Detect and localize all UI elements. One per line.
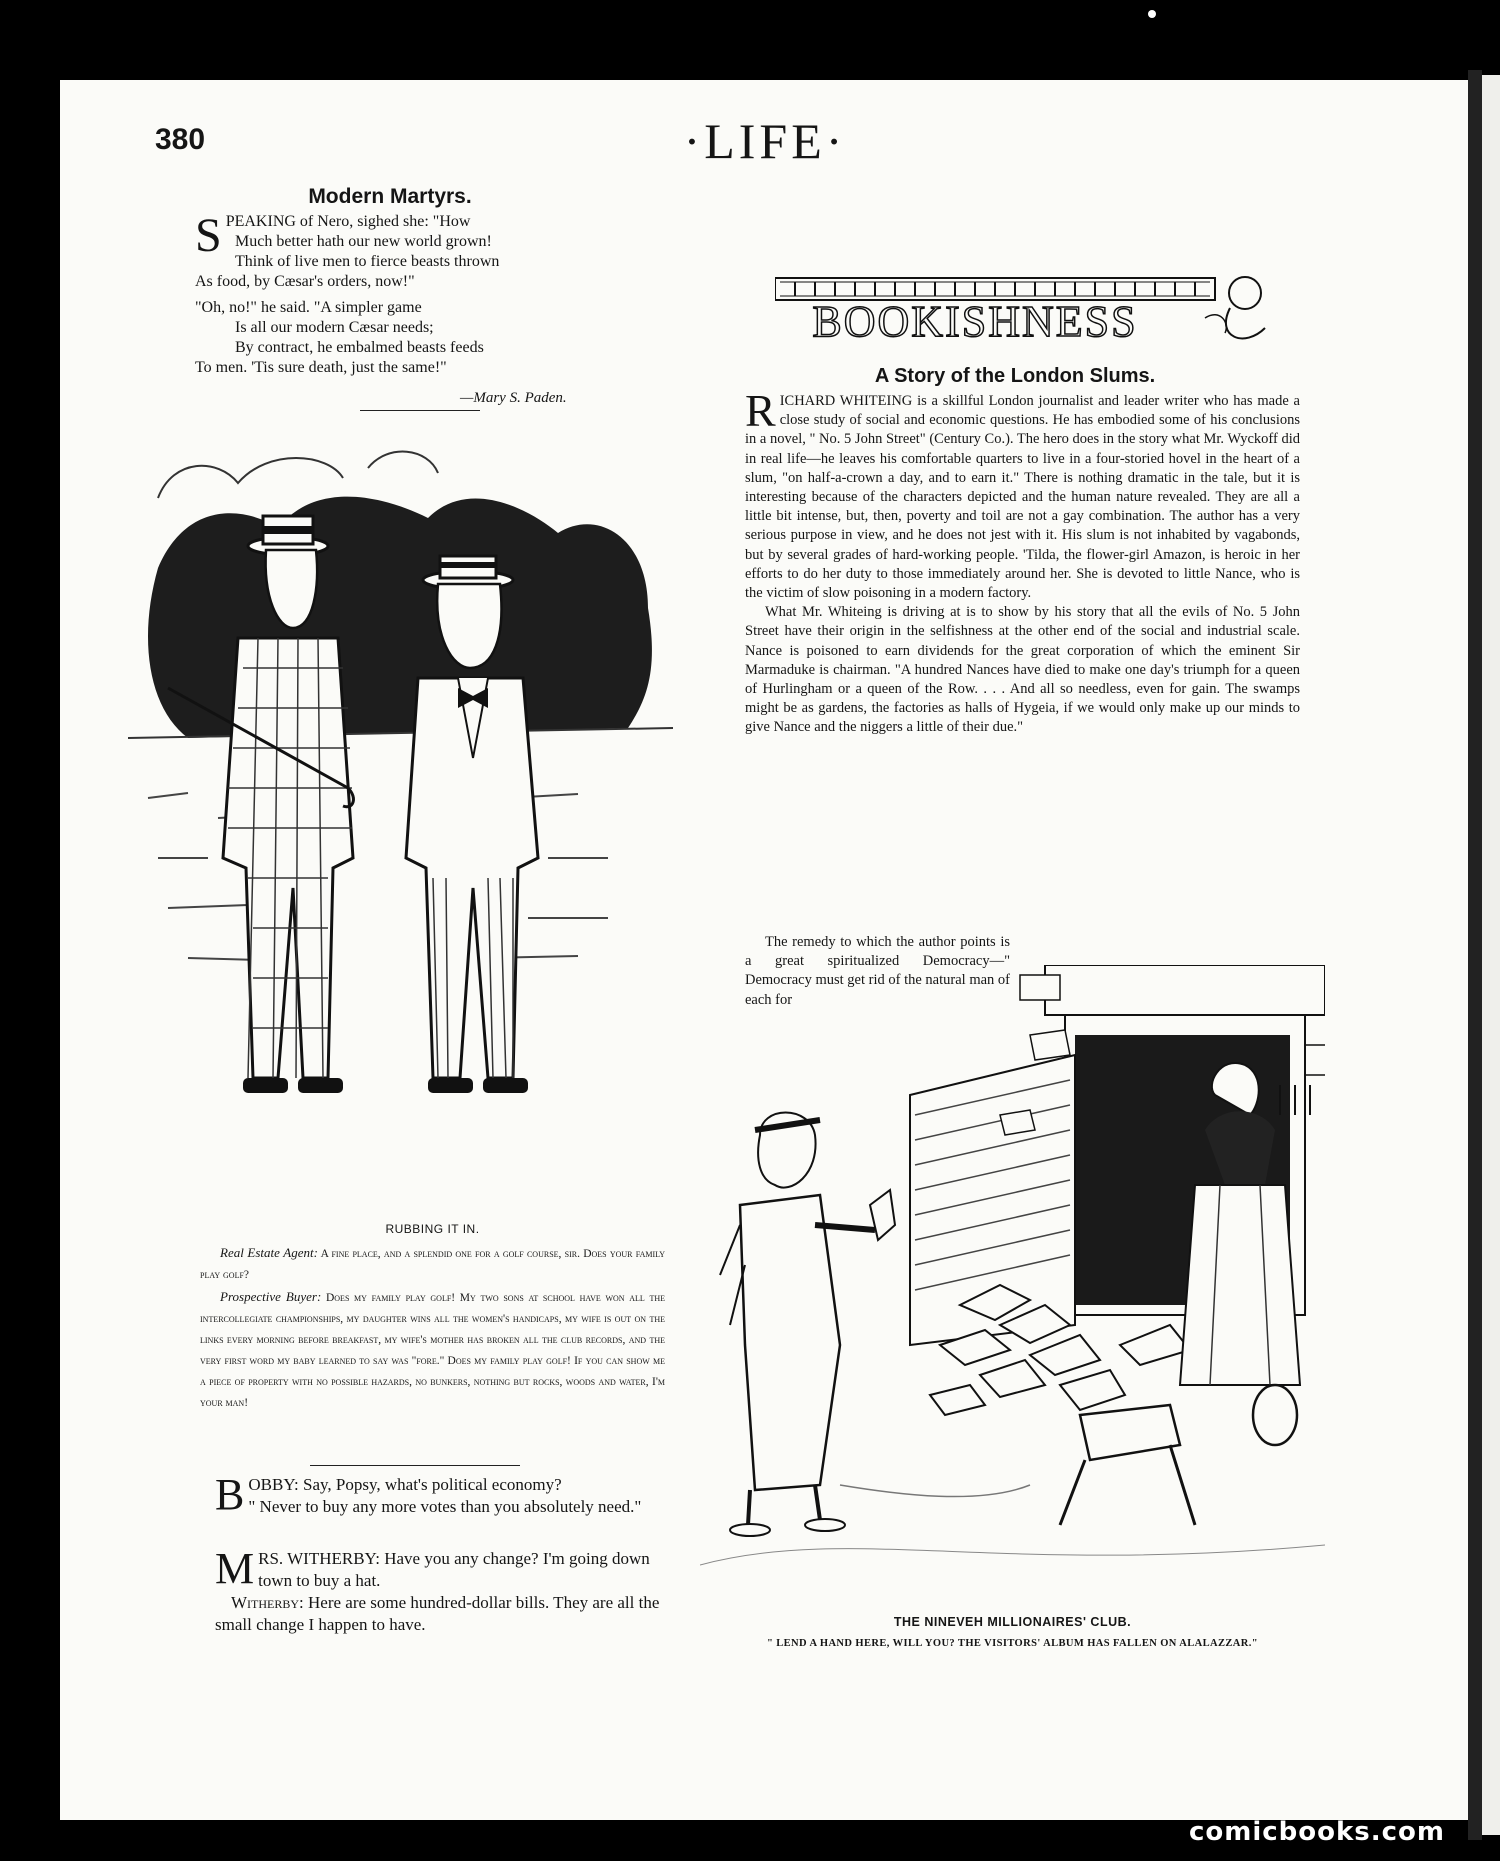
joke-line: OBBY: Say, Popsy, what's political economy? xyxy=(248,1475,562,1494)
poem-stanza-1 xyxy=(195,209,695,292)
article-paragraph-1 xyxy=(745,385,1300,603)
divider xyxy=(310,1465,520,1466)
joke-line: " Never to buy any more votes than you absolutely need." xyxy=(248,1497,642,1516)
poem-dropcap: S xyxy=(195,209,222,262)
poem-line: PEAKING of Nero, sighed she: "How xyxy=(225,213,471,230)
article-text: ICHARD WHITEING is a skillful London journalist and leader writer who has made a close study of social and economic questions. He has embodied some of his conclusions in a novel, " No. 5 John Street" (Century Co.). The hero does in the story what Mr. Wyckoff did in real life—he leaves his comfortable quarters to live in a four-storied hovel in the heart of a slum, "on half-a-crown a day, and to earn it." There is nothing dramatic in the tale, but it is interesting because of the characters depicted and the human nature revealed. They are all a little bit intense, but, then, poverty and toil are not a gay combination. The author has a very serious purpose in view, and he does not jest with it. His slum is not inhabited by vagabonds, but by several grades of hard-working people. 'Tilda, the flower-girl Amazon, is heroic in her efforts to do her duty to those immediately around her. She is devoted to little Nance, who is the victim of slow poisoning in a modern factory. xyxy=(745,393,1300,602)
poem-stanza-2 xyxy=(195,298,695,378)
bookishness-heading: BOOKISHNESS xyxy=(812,297,1138,346)
page-number: 380 xyxy=(155,123,206,156)
poem-line: To men. 'Tis sure death, just the same!" xyxy=(195,359,447,376)
masthead: ·LIFE· xyxy=(683,113,847,169)
joke-dropcap: B xyxy=(215,1470,245,1519)
article-body xyxy=(745,385,1300,738)
nineveh-cartoon-illustration xyxy=(700,965,1325,1605)
buyer-text: Does my family play golf! My two sons at school have won all the intercollegiate championships, my daughter wins all the women's handicaps, my wife is out on the links every morning before breakfast, my wife's mother has broken all the club records, and the very first word my baby learned to say was "fore." Does my family play golf! If you can show me a piece of property with no possible hazards, no bunkers, nothing but rocks, woods and water, I'm your man! xyxy=(200,1292,665,1409)
next-page-edge xyxy=(1482,75,1500,1835)
poem-body xyxy=(195,209,695,378)
article-paragraph-2 xyxy=(745,603,1300,737)
article-text: The remedy to which the author points is a great spiritualized Democracy—" Democracy must get rid of the natural man of each for xyxy=(745,934,1010,1008)
poem-line: Much better hath our new world grown! xyxy=(235,233,492,250)
story-title: A Story of the London Slums. xyxy=(874,365,1156,387)
witherby-label: Witherby: xyxy=(231,1593,304,1612)
poem-author: —Mary S. Paden. xyxy=(460,390,567,406)
nineveh-cartoon-title: THE NINEVEH MILLIONAIRES' CLUB. xyxy=(893,1615,1132,1629)
poem-line: Is all our modern Cæsar needs; xyxy=(235,319,434,336)
page-gutter xyxy=(1468,70,1482,1840)
golf-cartoon-caption: RUBBING IT IN. xyxy=(385,1222,480,1236)
divider xyxy=(360,410,480,411)
poem-line: By contract, he embalmed beasts feeds xyxy=(235,339,484,356)
agent-text: A fine place, and a splendid one for a golf course, sir. Does your family play golf? xyxy=(200,1248,666,1281)
golf-cartoon-dialogue xyxy=(200,1242,665,1414)
joke-bobby xyxy=(215,1470,670,1519)
poem-title: Modern Martyrs. xyxy=(308,185,472,208)
buyer-label: Prospective Buyer: xyxy=(220,1289,322,1304)
nineveh-cartoon-caption: " LEND A HAND HERE, WILL YOU? THE VISITORS' ALBUM HAS FALLEN ON ALALAZZAR." xyxy=(766,1638,1259,1649)
joke-dropcap: M xyxy=(215,1544,255,1593)
poem-line: As food, by Cæsar's orders, now!" xyxy=(195,273,415,290)
poem-line: Think of live men to fierce beasts thrown xyxy=(235,253,500,270)
corner-dot xyxy=(1148,10,1156,18)
golf-cartoon-illustration xyxy=(128,438,673,1218)
agent-label: Real Estate Agent: xyxy=(220,1245,318,1260)
joke-witherby xyxy=(215,1544,670,1636)
article-dropcap: R xyxy=(745,385,776,436)
poem-line: "Oh, no!" he said. "A simpler game xyxy=(195,299,422,316)
watermark: comicbooks.com xyxy=(1188,1817,1445,1847)
joke-line: RS. WITHERBY: Have you any change? I'm going down town to buy a hat. xyxy=(258,1549,650,1590)
joke-line: Here are some hundred-dollar bills. They are all the small change I happen to have. xyxy=(215,1593,660,1634)
article-text: What Mr. Whiteing is driving at is to show by his story that all the evils of No. 5 John Street have their origin in the selfishness at the other end of the social and industrial scale. Nance is poisoned to earn dividends for the great corporation of which the eminent Sir Marmaduke is chairman. "A hundred Nances have died to make one day's triumph for a queen of Hurlingham or a queen of the Row. . . . And all so needless, even for gain. The swamps might be as gardens, the factories as halls of Hygeia, if we would only make up our minds to give Nance and the niggers a little of their due." xyxy=(745,604,1300,736)
